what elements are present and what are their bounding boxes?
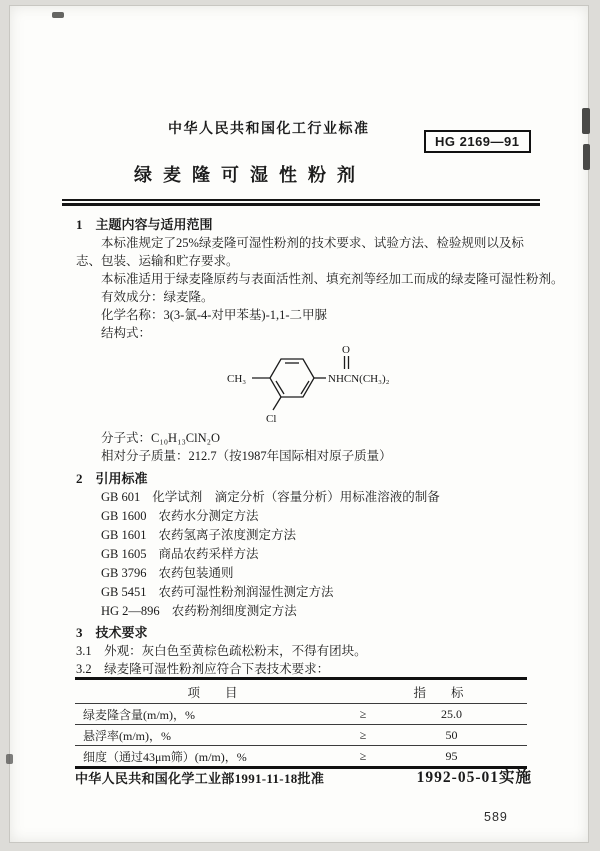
scan-artifact <box>583 144 590 170</box>
molecular-weight-line: 相对分子质量：212.7（按1987年国际相对原子质量） <box>101 449 392 463</box>
page-number: 589 <box>484 810 508 824</box>
spec-relation: ≥ <box>359 706 367 721</box>
column-header-item: 项 目 <box>187 685 238 700</box>
table-header-row <box>75 680 527 703</box>
standard-code: GB 5451 <box>101 585 147 599</box>
carbonyl-oxygen-label: O <box>342 344 350 356</box>
applicability-paragraph: 本标准适用于绿麦隆原药与表面活性剂、填充剂等经加工而成的绿麦隆可湿性粉剂。 <box>101 272 564 286</box>
standard-number: HG 2169—91 <box>435 134 520 149</box>
standard-code: GB 601 <box>101 490 141 504</box>
scope-paragraph: 本标准规定了25%绿麦隆可湿性粉剂的技术要求、试验方法、检验规则以及标志、包装、运输和贮存要求。 <box>76 236 524 268</box>
active-ingredient-line: 有效成分：绿麦隆。 <box>101 290 214 304</box>
standard-title: 化学试剂 滴定分析（容量分析）用标准溶液的制备 <box>152 490 440 504</box>
standard-title: 农药可湿性粉剂润湿性测定方法 <box>158 585 334 599</box>
spec-relation: ≥ <box>359 748 367 763</box>
spec-relation: ≥ <box>359 727 367 742</box>
table-row <box>75 745 527 766</box>
spec-value: 50 <box>445 727 458 742</box>
molecular-formula-line: 分子式：C₁₀H₁₃ClN₂O <box>101 431 221 445</box>
standard-title: 农药包装通则 <box>158 566 234 580</box>
table-row <box>75 724 527 745</box>
section-2-heading: 2 引用标准 <box>76 471 148 486</box>
list-item <box>76 506 440 525</box>
chemical-name-line: 化学名称：3(3-氯-4-对甲苯基)-1,1-二甲脲 <box>101 308 328 322</box>
technical-requirements-table <box>75 677 527 769</box>
standard-title: 农药氢离子浓度测定方法 <box>158 528 297 542</box>
header-divider-thin <box>62 199 540 201</box>
spec-item: 细度（通过43μm筛）(m/m)，% <box>83 749 247 764</box>
methyl-group-label: CH₃ <box>227 373 247 385</box>
spec-intro-clause: 3.2 绿麦隆可湿性粉剂应符合下表技术要求： <box>76 662 330 676</box>
scan-artifact <box>582 108 590 134</box>
implementation-date: 1992-05-01实施 <box>416 769 532 786</box>
benzene-ring <box>270 359 314 397</box>
approval-line: 中华人民共和国化学工业部1991-11-18批准 <box>75 771 325 786</box>
document-page <box>10 6 588 842</box>
standard-title: 农药水分测定方法 <box>158 509 259 523</box>
standard-code: HG 2—896 <box>101 604 160 618</box>
document-title: 绿麦隆可湿性粉剂 <box>134 165 366 185</box>
standard-code: GB 3796 <box>101 566 147 580</box>
appearance-clause: 3.1 外观：灰白色至黄棕色疏松粉末，不得有团块。 <box>76 644 367 658</box>
scan-artifact <box>6 754 13 764</box>
spec-item: 悬浮率(m/m)，% <box>83 728 171 743</box>
chlorine-label: Cl <box>266 413 277 425</box>
referenced-standards-list <box>76 487 440 620</box>
scan-artifact <box>52 12 64 18</box>
column-header-index: 指 标 <box>413 685 464 700</box>
table-row <box>75 703 527 724</box>
spec-value: 95 <box>445 748 458 763</box>
standard-code: GB 1600 <box>101 509 147 523</box>
standard-code: GB 1605 <box>101 547 147 561</box>
standard-code: GB 1601 <box>101 528 147 542</box>
section-3-heading: 3 技术要求 <box>76 625 148 640</box>
standard-title: 商品农药采样方法 <box>158 547 259 561</box>
list-item <box>76 582 440 601</box>
section-1-heading: 1 主题内容与适用范围 <box>76 217 213 232</box>
spec-value: 25.0 <box>441 706 462 721</box>
list-item <box>76 544 440 563</box>
chemical-structure-diagram <box>225 340 425 432</box>
standard-org-line: 中华人民共和国化工行业标准 <box>168 122 370 137</box>
spec-item: 绿麦隆含量(m/m)，% <box>83 707 195 722</box>
list-item <box>76 525 440 544</box>
standard-number-box <box>424 130 531 153</box>
amide-group-label: NHCN(CH₃)₂ <box>328 373 390 385</box>
structural-formula-label: 结构式： <box>101 326 152 340</box>
list-item <box>76 487 440 506</box>
list-item <box>76 601 440 620</box>
list-item <box>76 563 440 582</box>
header-divider-thick <box>62 203 540 206</box>
standard-title: 农药粉剂细度测定方法 <box>171 604 297 618</box>
